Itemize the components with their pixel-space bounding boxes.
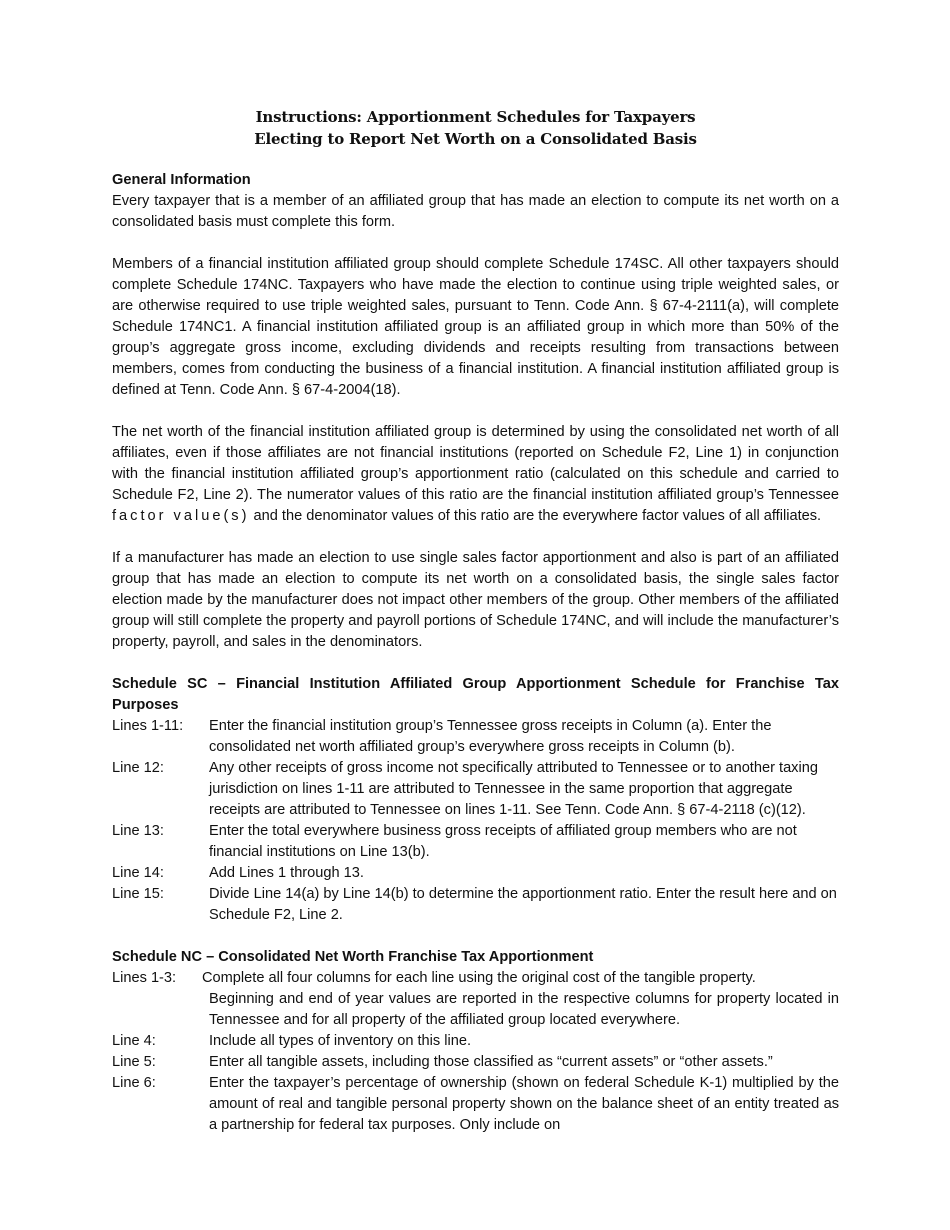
sc-line-text: Enter the total everywhere business gross receipts of affiliated group members who are not financial institutions on Line 13(b). [209,823,797,860]
p3-part-b: and the denominator values of this ratio are the everywhere factor values of all affiliates. [249,508,822,524]
nc-line-label: Lines 1-3: [112,970,177,986]
section-gap [112,926,839,947]
sc-line-label: Line 14: [112,865,164,881]
p3-spaced-text: factor value(s) [112,508,250,524]
sc-line-label: Line 15: [112,886,164,902]
title-line-1: Instructions: Apportionment Schedules for Taxpayers [255,108,696,126]
nc-line-item [112,1031,839,1052]
schedule-sc-heading: Schedule SC – Financial Institution Affiliated Group Apportionment Schedule for Franchise Tax Purposes [112,676,839,713]
nc-line-item [112,1073,839,1136]
title-line-2: Electing to Report Net Worth on a Consolidated Basis [254,130,697,148]
general-paragraph-3 [112,422,839,527]
general-paragraph-1: Every taxpayer that is a member of an affiliated group that has made an election to compute its net worth on a consolidated basis must complete this form. [112,193,839,230]
nc-line-continuation: Beginning and end of year values are reported in the respective columns for property located in Tennessee and for all property of the affiliated group located everywhere. [209,991,839,1028]
nc-line-text: Complete all four columns for each line using the original cost of the tangible property. [202,970,756,986]
sc-line-item [112,716,839,758]
sc-line-label: Line 13: [112,823,164,839]
sc-line-item [112,863,839,884]
general-paragraph-2: Members of a financial institution affiliated group should complete Schedule 174SC. All other taxpayers should complete Schedule 174NC. Taxpayers who have made the election to continue using triple weighted sales, or are otherwise required to use triple weighted sales, pursuant to Tenn. Code Ann. § 67-4-2111(a), will complete Schedule 174NC1. A financial institution affiliated group is an affiliated group in which more than 50% of the group’s aggregate gross income, excluding dividends and receipts resulting from transactions between members, comes from conducting the business of a financial institution. A financial institution affiliated group is defined at Tenn. Code Ann. § 67-4-2004(18). [112,256,839,398]
sc-line-label: Line 12: [112,760,164,776]
sc-line-text: Divide Line 14(a) by Line 14(b) to determine the apportionment ratio. Enter the result here and on Schedule F2, Line 2. [209,886,837,923]
sc-line-text: Any other receipts of gross income not specifically attributed to Tennessee or to another taxing jurisdiction on lines 1-11 are attributed to Tennessee in the same proportion that aggregate receipts are attributed to Tennessee on lines 1-11. See Tenn. Code Ann. § 67-4-2118 (c)(12). [209,760,818,818]
nc-line-label: Line 4: [112,1033,156,1049]
sc-line-item [112,884,839,926]
document-title [112,106,839,150]
schedule-sc-lines [112,716,839,926]
nc-line-text: Include all types of inventory on this line. [209,1033,472,1049]
nc-line-text: Enter the taxpayer’s percentage of ownership (shown on federal Schedule K-1) multiplied by the amount of real and tangible personal property shown on the balance sheet of an entity treated as a partnership for federal tax purposes. Only include on [209,1075,839,1133]
sc-line-text: Add Lines 1 through 13. [209,865,364,881]
nc-line-label: Line 6: [112,1075,156,1091]
document-page [112,106,839,1136]
sc-line-text: Enter the financial institution group’s Tennessee gross receipts in Column (a). Enter the consolidated net worth affiliated group’s everywhere gross receipts in Column (b). [209,718,772,755]
sc-line-item [112,821,839,863]
nc-line-label: Line 5: [112,1054,156,1070]
general-information-heading: General Information [112,172,251,188]
nc-line-text: Enter all tangible assets, including those classified as “current assets” or “other assets.” [209,1054,773,1070]
sc-line-label: Lines 1-11: [112,718,184,734]
sc-line-item [112,758,839,821]
p3-part-a: The net worth of the financial institution affiliated group is determined by using the consolidated net worth of all affiliates, even if those affiliates are not financial institutions (reported on Schedule F2, Line 1) in conjunction with the financial institution affiliated group’s apportionment ratio (calculated on this schedule and carried to Schedule F2, Line 2). The numerator values of this ratio are the financial institution affiliated group’s Tennessee [112,424,839,503]
schedule-nc-heading: Schedule NC – Consolidated Net Worth Franchise Tax Apportionment [112,949,594,965]
nc-line-item [112,968,839,989]
nc-line-item [112,1052,839,1073]
general-paragraph-4: If a manufacturer has made an election to use single sales factor apportionment and also is part of an affiliated group that has made an election to compute its net worth on a consolidated basis, the single sales factor election made by the manufacturer does not impact other members of the group. Other members of the affiliated group will still complete the property and payroll portions of Schedule 174NC, and will include the manufacturer’s property, payroll, and sales in the denominators. [112,550,839,650]
schedule-nc-lines [112,968,839,1136]
